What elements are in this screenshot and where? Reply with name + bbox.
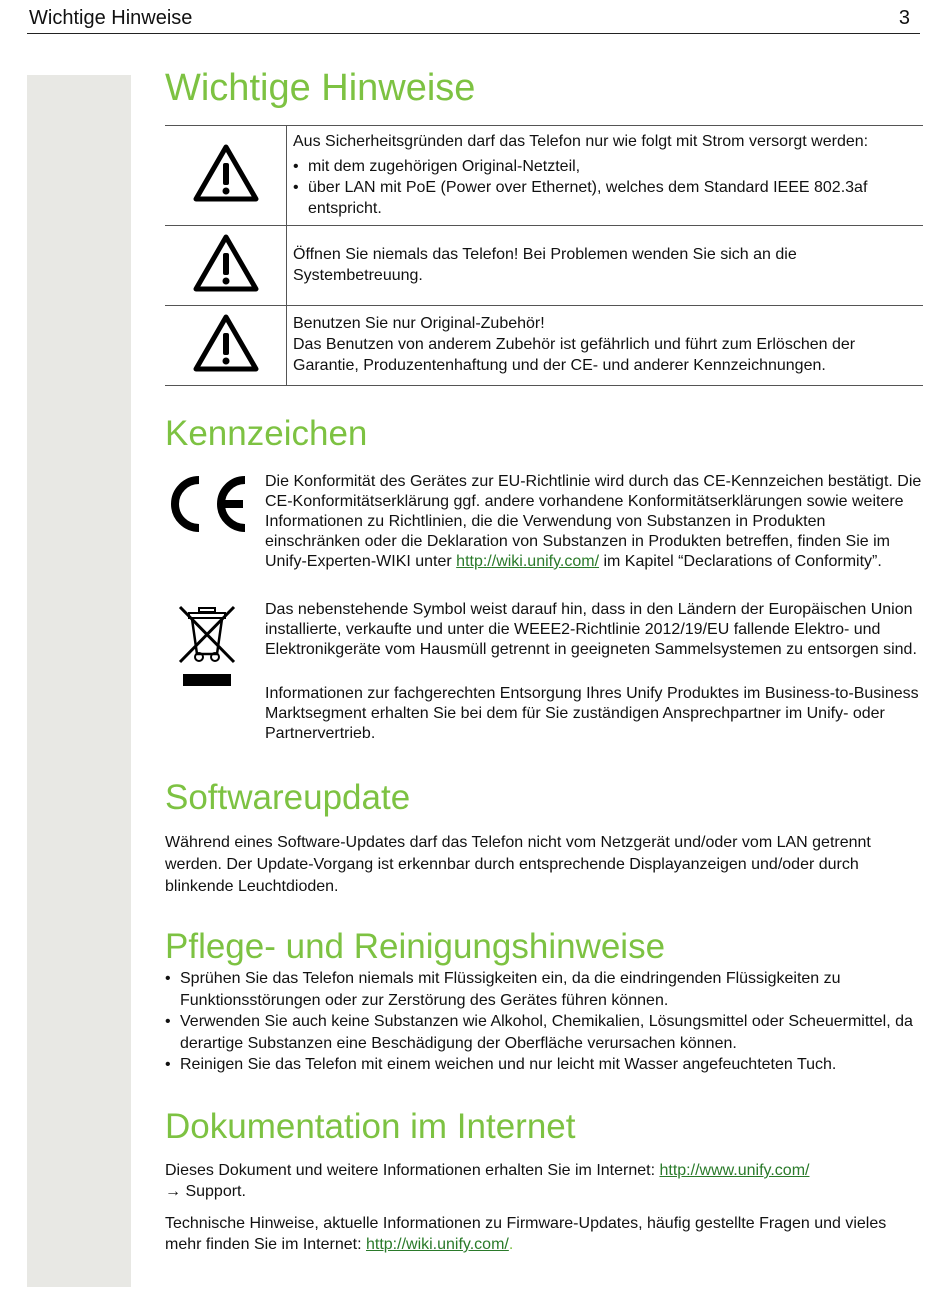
warning-accessories-line2: Das Benutzen von anderem Zubehör ist gefährlich und führt zum Erlöschen der Garantie, Produzentenhaftung und der CE- und anderer Kennzeichnungen. (293, 336, 856, 374)
weee-disposal-info: Informationen zur fachgerechten Entsorgung Ihres Unify Produktes im Business-to-Business Marktsegment erhalten Sie bei dem für Sie zuständigen Ansprechpartner im Unify- oder Partnervertrieb. (265, 685, 919, 742)
warning-icon (192, 143, 260, 203)
page-number: 3 (898, 7, 910, 29)
warning-icon-cell (165, 306, 287, 386)
warnings-table (165, 125, 923, 386)
warning-open-text: Öffnen Sie niemals das Telefon! Bei Problemen wenden Sie sich an die Systembetreuung. (293, 245, 797, 284)
warning-accessories-line1: Benutzen Sie nur Original-Zubehör! (293, 315, 545, 332)
ce-description-tail: im Kapitel “Declarations of Conformity”. (599, 553, 882, 570)
warning-row (165, 126, 923, 226)
software-update-text: Während eines Software-Updates darf das Telefon nicht vom Netzgerät und/oder vom LAN getrennt werden. Der Update-Vorgang ist erkennbar durch entsprechende Displayanzeigen und/oder durch blinkende Leuchtdioden. (165, 834, 871, 895)
warning-text-cell (287, 306, 924, 386)
wiki-link[interactable]: http://wiki.unify.com/ (365, 1236, 509, 1253)
list-item: • über LAN mit PoE (Power over Ethernet), welches dem Standard IEEE 802.3af entspricht. (293, 177, 919, 219)
list-item: • mit dem zugehörigen Original-Netzteil, (293, 156, 919, 177)
warning-icon (192, 313, 260, 373)
support-text: Support. (181, 1183, 246, 1200)
weee-icon (177, 604, 237, 688)
warning-icon (192, 233, 260, 293)
unify-website-link[interactable]: http://www.unify.com/ (659, 1162, 810, 1179)
list-item: • Reinigen Sie das Telefon mit einem weichen und nur leicht mit Wasser angefeuchteten Tuch. (165, 1054, 923, 1076)
ce-description-text: Die Konformität des Gerätes zur EU-Richtlinie wird durch das CE-Kennzeichen bestätigt. Die CE-Konformitätserklärung ggf. andere vorhandene Konformitätserklärungen sowie weitere Informationen zu Richtlinien, die die Verwendung von Substanzen in Produkten einschränken oder die Deklaration von Substanzen in Produkten betreffen, finden Sie im Unify-Experten-WIKI unter (265, 473, 922, 570)
warning-row (165, 306, 923, 386)
documentation-paragraph-2 (165, 1213, 923, 1255)
warning-power-intro: Aus Sicherheitsgründen darf das Telefon nur wie folgt mit Strom versorgt werden: (293, 132, 869, 150)
period: . (508, 1236, 514, 1253)
list-item: • Verwenden Sie auch keine Substanzen wie Alkohol, Chemikalien, Lösungsmittel oder Scheuermittel, da derartige Substanzen eine Beschädigung der Oberfläche verursachen können. (165, 1011, 923, 1054)
section-title-software-update: Softwareupdate (165, 778, 411, 817)
wiki-link[interactable]: http://wiki.unify.com/ (456, 553, 600, 570)
ce-description (265, 472, 923, 572)
warning-text-cell (287, 226, 924, 306)
documentation-paragraph-1 (165, 1160, 923, 1202)
care-list (165, 968, 923, 1076)
warning-icon-cell (165, 226, 287, 306)
section-title-marks: Kennzeichen (165, 414, 368, 453)
warning-icon-cell (165, 126, 287, 226)
warning-text-cell (287, 126, 924, 226)
documentation-text: Dieses Dokument und weitere Informationen erhalten Sie im Internet: (165, 1162, 660, 1179)
weee-description: Das nebenstehende Symbol weist darauf hin, dass in den Ländern der Europäischen Union installierte, verkaufte und unter die WEEE2-Richtlinie 2012/19/EU fallende Elektro- und Elektronikgeräte vom Hausmüll getrennt in geeigneten Sammelsystemen zu entsorgen sind. (265, 601, 917, 658)
running-header-title: Wichtige Hinweise (29, 7, 193, 29)
ce-logo-text (165, 474, 166, 475)
warning-row (165, 226, 923, 306)
arrow-icon: → (165, 1183, 181, 1200)
side-bar (27, 75, 131, 1287)
ce-logo (165, 474, 251, 534)
section-title-care: Pflege- und Reinigungshinweise (165, 927, 666, 966)
section-title-important-notes: Wichtige Hinweise (165, 67, 476, 109)
running-header (27, 6, 920, 34)
list-item: • Sprühen Sie das Telefon niemals mit Flüssigkeiten ein, da die eindringenden Flüssigkeiten zu Funktionsstörungen oder zur Zerstörung des Gerätes führen können. (165, 968, 923, 1011)
documentation-text: Technische Hinweise, aktuelle Informationen zu Firmware-Updates, häufig gestellte Fragen und vieles mehr finden Sie im Internet: (165, 1215, 887, 1253)
warning-power-list (293, 156, 919, 219)
section-title-documentation: Dokumentation im Internet (165, 1107, 576, 1146)
